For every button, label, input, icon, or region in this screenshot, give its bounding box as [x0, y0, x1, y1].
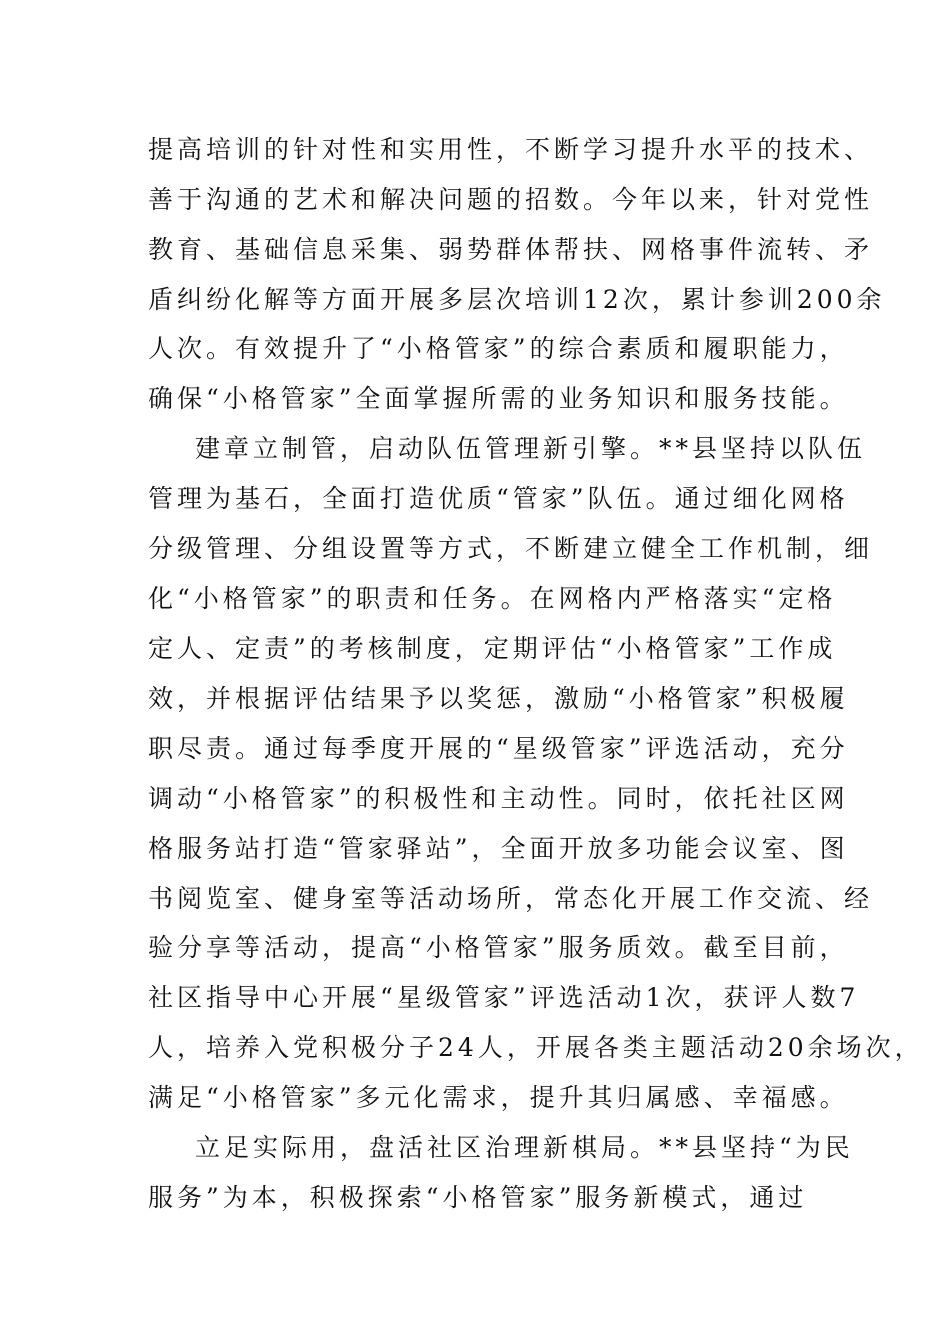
text-line-12: 效，并根据评估结果予以奖惩，激励“小格管家”积极履 — [148, 684, 849, 713]
text-line-1: 提高培训的针对性和实用性，不断学习提升水平的技术、 — [148, 135, 874, 164]
text-line-4: 盾纠纷化解等方面开展多层次培训12次，累计参训200余 — [148, 285, 886, 314]
paragraph-3-first-line: 立足实际用，盘活社区治理新棋局。**县坚持“为民 — [195, 1133, 854, 1162]
text-line-19: 人，培养入党积极分子24人，开展各类主题活动20余场次， — [148, 1033, 924, 1062]
text-line-2: 善于沟通的艺术和解决问题的招数。今年以来，针对党性 — [148, 185, 874, 214]
text-line-20: 满足“小格管家”多元化需求，提升其归属感、幸福感。 — [148, 1083, 849, 1112]
text-line-15: 格服务站打造“管家驿站”，全面开放多功能会议室、图 — [148, 834, 849, 863]
text-line-22: 服务”为本，积极探索“小格管家”服务新模式，通过 — [148, 1183, 808, 1212]
text-line-10: 化“小格管家”的职责和任务。在网格内严格落实“定格 — [148, 584, 837, 613]
paragraph-2-first-line: 建章立制管，启动队伍管理新引擎。**县坚持以队伍 — [195, 434, 867, 463]
text-line-18: 社区指导中心开展“星级管家”评选活动1次，获评人数7 — [148, 983, 860, 1012]
text-line-6: 确保“小格管家”全面掌握所需的业务知识和服务技能。 — [148, 384, 849, 413]
text-line-9: 分级管理、分组设置等方式，不断建立健全工作机制，细 — [148, 534, 874, 563]
text-line-14: 调动“小格管家”的积极性和主动性。同时，依托社区网 — [148, 784, 849, 813]
text-line-11: 定人、定责”的考核制度，定期评估“小格管家”工作成 — [148, 634, 837, 663]
text-line-5: 人次。有效提升了“小格管家”的综合素质和履职能力， — [148, 334, 849, 363]
text-line-13: 职尽责。通过每季度开展的“星级管家”评选活动，充分 — [148, 734, 849, 763]
text-line-17: 验分享等活动，提高“小格管家”服务质效。截至目前， — [148, 933, 849, 962]
text-line-8: 管理为基石，全面打造优质“管家”队伍。通过细化网格 — [148, 484, 849, 513]
text-line-3: 教育、基础信息采集、弱势群体帮扶、网格事件流转、矛 — [148, 235, 874, 264]
text-line-16: 书阅览室、健身室等活动场所，常态化开展工作交流、经 — [148, 884, 874, 913]
